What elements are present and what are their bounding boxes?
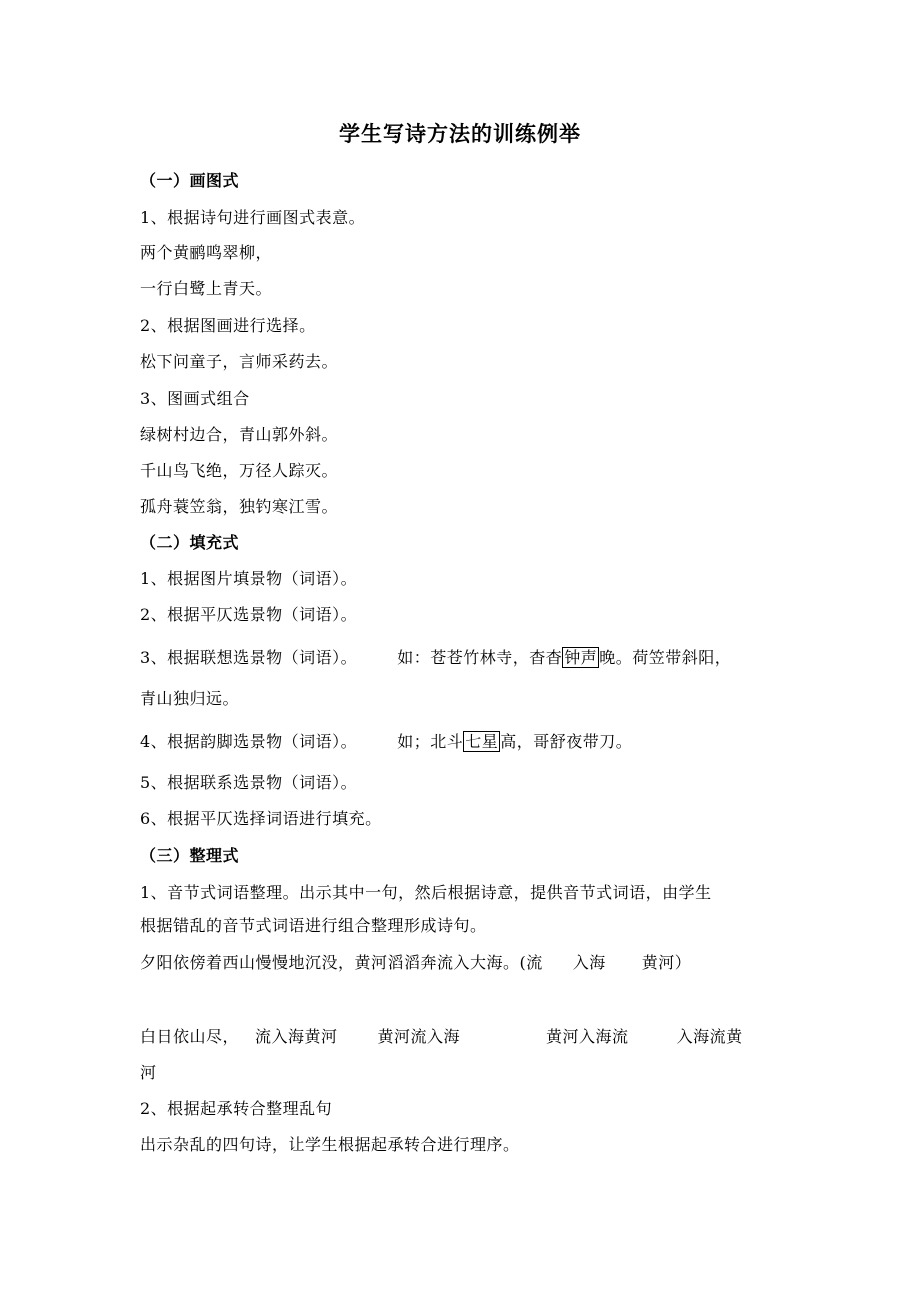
poem-fragment: 白日依山尽， — [140, 1027, 240, 1046]
poem-line: 孤舟蓑笠翁，独钓寒江雪。 — [140, 497, 339, 516]
text-line: 1、根据诗句进行画图式表意。 — [140, 208, 366, 227]
text-line: 2、根据平仄选景物（词语）。 — [140, 605, 358, 624]
word-option: 入海 — [572, 953, 606, 972]
item-text: 4、根据韵脚选景物（词语）。 — [140, 732, 358, 751]
text-line: 1、根据图片填景物（词语）。 — [140, 569, 358, 588]
poem-line: 两个黄鹂鸣翠柳， — [140, 243, 273, 262]
sentence-text: 夕阳依傍着西山慢慢地沉没，黄河滔滔奔流入大海。(流 — [140, 953, 543, 972]
text-line: 2、根据图画进行选择。 — [140, 316, 316, 335]
text-line: 3、图画式组合 — [140, 389, 250, 408]
word-option: 黄河） — [641, 953, 692, 972]
poem-line: 绿树村边合，青山郭外斜。 — [140, 425, 339, 444]
text-line: 根据错乱的音节式词语进行组合整理形成诗句。 — [140, 916, 487, 935]
text-line-with-example — [140, 645, 731, 668]
options-line — [140, 1024, 790, 1047]
boxed-word: 七星 — [465, 732, 499, 751]
section-heading-fill: （二）填充式 — [140, 533, 240, 552]
example-text: 如：苍苍竹林寺，杳杳 — [397, 648, 563, 667]
text-line: 青山独归远。 — [140, 689, 240, 708]
boxed-word: 钟声 — [564, 648, 598, 667]
poem-line: 千山鸟飞绝，万径人踪灭。 — [140, 461, 339, 480]
section-heading-drawing: （一）画图式 — [140, 171, 240, 190]
text-line: 2、根据起承转合整理乱句 — [140, 1099, 333, 1118]
text-line: 1、音节式词语整理。出示其中一句，然后根据诗意，提供音节式词语，由学生 — [140, 883, 712, 902]
text-line: 6、根据平仄选择词语进行填充。 — [140, 809, 382, 828]
section-heading-arrange: （三）整理式 — [140, 846, 240, 865]
example-text: 晚。荷笠带斜阳， — [599, 648, 732, 667]
word-option: 黄河入海流 — [546, 1027, 629, 1046]
text-line: 出示杂乱的四句诗，让学生根据起承转合进行理序。 — [140, 1135, 520, 1154]
poem-line: 一行白鹭上青天。 — [140, 279, 273, 298]
example-text: 如；北斗 — [397, 732, 464, 751]
document-title: 学生写诗方法的训练例举 — [339, 121, 581, 146]
text-line-with-example — [140, 729, 632, 752]
example-text: 高，哥舒夜带刀。 — [500, 732, 633, 751]
text-line: 5、根据联系选景物（词语）。 — [140, 773, 358, 792]
text-line — [140, 950, 691, 973]
item-text: 3、根据联想选景物（词语）。 — [140, 648, 358, 667]
word-option: 流入海黄河 — [255, 1027, 338, 1046]
word-option: 黄河流入海 — [377, 1027, 461, 1046]
text-line: 河 — [140, 1063, 157, 1082]
poem-line: 松下问童子，言师采药去。 — [140, 352, 339, 371]
word-option: 入海流黄 — [676, 1027, 743, 1046]
